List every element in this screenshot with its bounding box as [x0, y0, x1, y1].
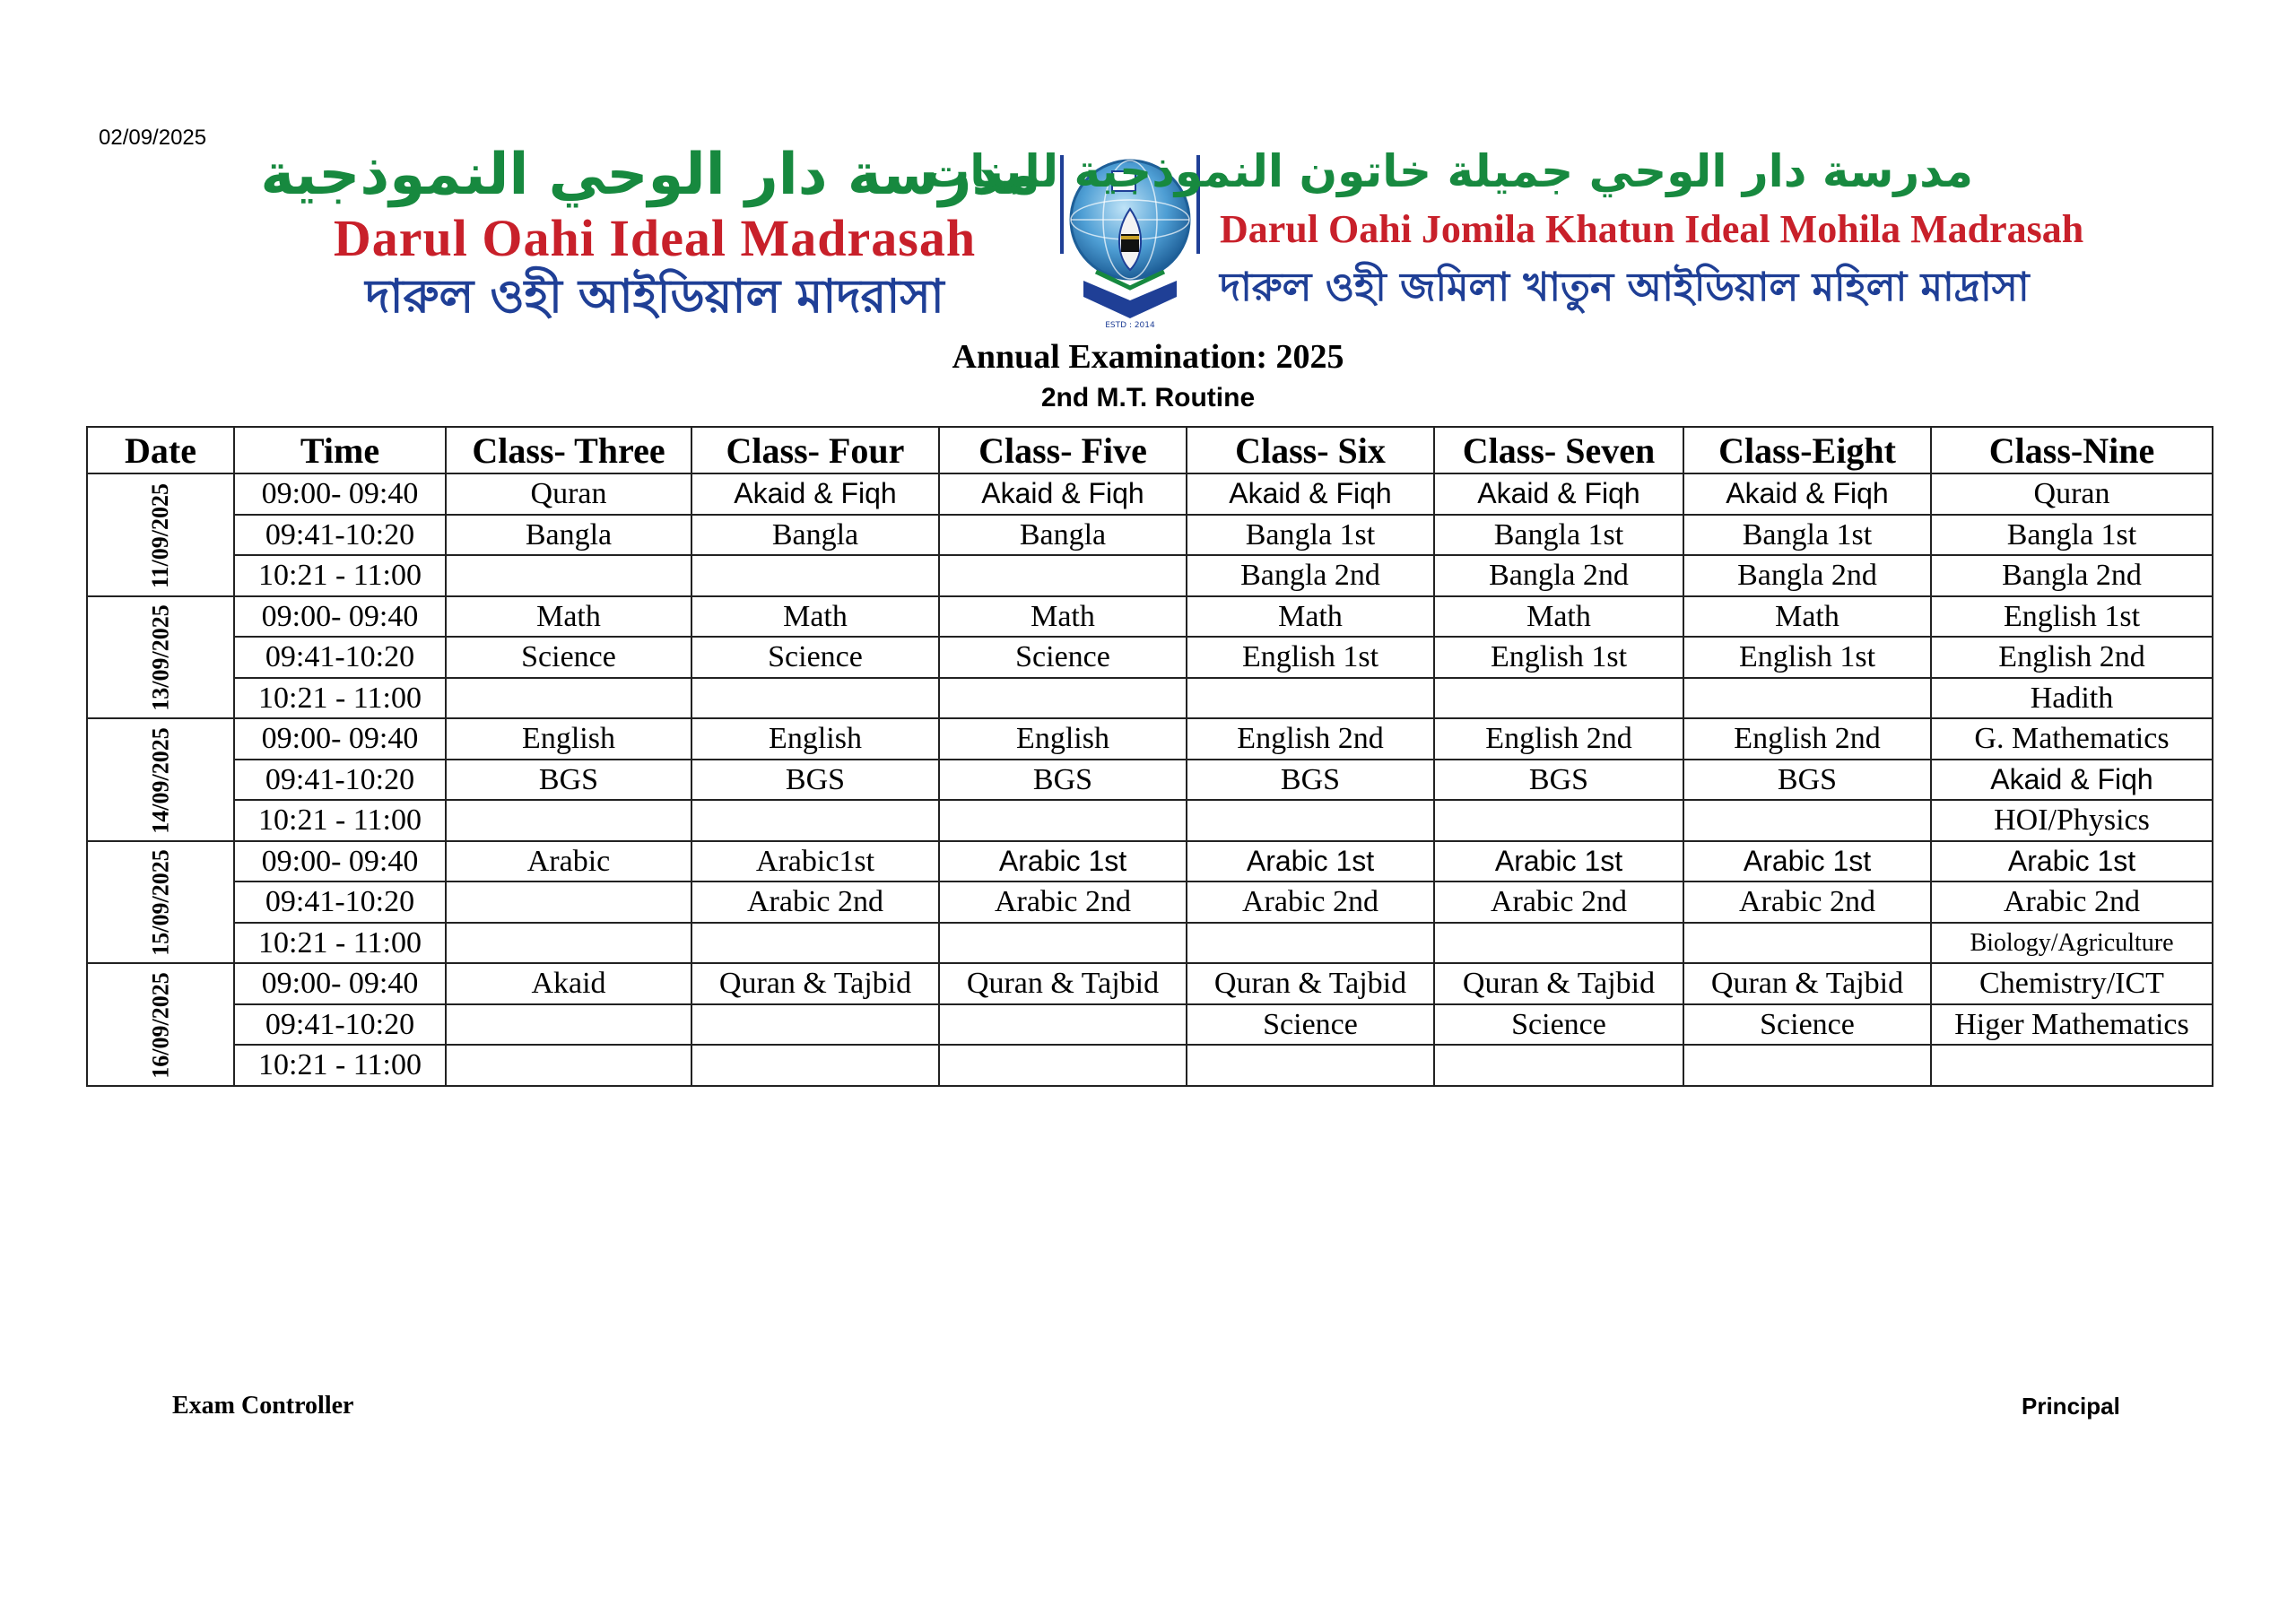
- madrasah-name-english: Darul Oahi Ideal Madrasah: [333, 209, 977, 267]
- exam-date: 14/09/2025: [147, 727, 174, 834]
- subject-cell: Quran & Tajbid: [1187, 963, 1434, 1004]
- exam-routine-table: [86, 426, 2213, 1087]
- routine-subtitle: 2nd M.T. Routine: [1040, 383, 1256, 413]
- exam-date-cell: [87, 596, 234, 719]
- subject-cell: Bangla 2nd: [1187, 555, 1434, 596]
- subject-cell: English 1st: [1187, 637, 1434, 678]
- mohila-madrasah-name-english: Darul Oahi Jomila Khatun Ideal Mohila Madrasah: [1220, 207, 2084, 251]
- table-row: [87, 637, 2213, 678]
- table-row: [87, 473, 2213, 515]
- subject-cell: [691, 555, 939, 596]
- time-slot-cell: 09:41-10:20: [234, 637, 446, 678]
- exam-date: 16/09/2025: [147, 972, 174, 1079]
- exam-date: 11/09/2025: [147, 482, 174, 588]
- subject-cell: Akaid & Fiqh: [691, 473, 939, 515]
- time-slot-cell: 10:21 - 11:00: [234, 1045, 446, 1086]
- subject-cell: Quran & Tajbid: [691, 963, 939, 1004]
- institution-header: [260, 139, 2084, 332]
- table-row: [87, 760, 2213, 801]
- subject-cell: Quran & Tajbid: [1683, 963, 1931, 1004]
- subject-cell: Math: [1187, 596, 1434, 638]
- subject-cell: Bangla 2nd: [1683, 555, 1931, 596]
- time-slot-cell: 10:21 - 11:00: [234, 555, 446, 596]
- table-body: [87, 473, 2213, 1086]
- subject-cell: [939, 1004, 1187, 1046]
- subject-cell: [939, 800, 1187, 841]
- subject-cell: Quran & Tajbid: [1434, 963, 1683, 1004]
- subject-cell: Bangla: [939, 515, 1187, 556]
- column-header: Class- Five: [939, 427, 1187, 473]
- subject-cell: BGS: [1683, 760, 1931, 801]
- mohila-madrasah-name-arabic: مدرسة دار الوحي جميلة خاتون النموذجية للبنات: [925, 145, 1973, 197]
- subject-cell: [691, 800, 939, 841]
- subject-cell: Akaid: [446, 963, 691, 1004]
- table-row: [87, 555, 2213, 596]
- time-slot-cell: 09:41-10:20: [234, 1004, 446, 1046]
- subject-cell: Quran: [1931, 473, 2213, 515]
- madrasah-name-arabic: مدرسة دار الوحي النموذجية: [260, 142, 1040, 208]
- subject-cell: Bangla: [691, 515, 939, 556]
- subject-cell: [1931, 1045, 2213, 1086]
- table-row: [87, 678, 2213, 719]
- table-row: [87, 963, 2213, 1004]
- column-header: Class- Four: [691, 427, 939, 473]
- subject-cell: Akaid & Fiqh: [939, 473, 1187, 515]
- time-slot-cell: 09:00- 09:40: [234, 963, 446, 1004]
- exam-date: 15/09/2025: [147, 849, 174, 956]
- subject-cell: Akaid & Fiqh: [1683, 473, 1931, 515]
- subject-cell: [1683, 1045, 1931, 1086]
- subject-cell: Akaid & Fiqh: [1931, 760, 2213, 801]
- exam-controller-signature: Exam Controller: [172, 1392, 354, 1420]
- subject-cell: BGS: [691, 760, 939, 801]
- table-row: [87, 923, 2213, 964]
- subject-cell: Arabic 2nd: [1683, 881, 1931, 923]
- subject-cell: [1187, 678, 1434, 719]
- subject-cell: [939, 923, 1187, 964]
- subject-cell: Science: [1683, 1004, 1931, 1046]
- time-slot-cell: 09:00- 09:40: [234, 596, 446, 638]
- subject-cell: English 2nd: [1931, 637, 2213, 678]
- subject-cell: [446, 1004, 691, 1046]
- subject-cell: [1434, 800, 1683, 841]
- subject-cell: Math: [939, 596, 1187, 638]
- subject-cell: [691, 1045, 939, 1086]
- subject-cell: Bangla 1st: [1931, 515, 2213, 556]
- subject-cell: Science: [939, 637, 1187, 678]
- subject-cell: [1187, 923, 1434, 964]
- subject-cell: Chemistry/ICT: [1931, 963, 2213, 1004]
- subject-cell: [1434, 1045, 1683, 1086]
- subject-cell: Higer Mathematics: [1931, 1004, 2213, 1046]
- subject-cell: English: [939, 718, 1187, 760]
- column-header: Class-Nine: [1931, 427, 2213, 473]
- subject-cell: [446, 678, 691, 719]
- subject-cell: Akaid & Fiqh: [1434, 473, 1683, 515]
- table-row: [87, 1045, 2213, 1086]
- subject-cell: Bangla 2nd: [1931, 555, 2213, 596]
- exam-title: Annual Examination: 2025: [952, 338, 1344, 376]
- subject-cell: English 2nd: [1434, 718, 1683, 760]
- subject-cell: Arabic 2nd: [939, 881, 1187, 923]
- table-header-row: [87, 427, 2213, 473]
- time-slot-cell: 10:21 - 11:00: [234, 923, 446, 964]
- subject-cell: Bangla 1st: [1434, 515, 1683, 556]
- time-slot-cell: 10:21 - 11:00: [234, 800, 446, 841]
- print-date: 02/09/2025: [99, 126, 207, 150]
- subject-cell: [939, 678, 1187, 719]
- subject-cell: Math: [1434, 596, 1683, 638]
- table-row: [87, 841, 2213, 882]
- subject-cell: Bangla 2nd: [1434, 555, 1683, 596]
- subject-cell: Math: [446, 596, 691, 638]
- time-slot-cell: 09:00- 09:40: [234, 473, 446, 515]
- time-slot-cell: 09:00- 09:40: [234, 718, 446, 760]
- subject-cell: [1187, 800, 1434, 841]
- exam-date-cell: [87, 963, 234, 1086]
- subject-cell: Hadith: [1931, 678, 2213, 719]
- table-row: [87, 515, 2213, 556]
- subject-cell: BGS: [1434, 760, 1683, 801]
- subject-cell: English 1st: [1434, 637, 1683, 678]
- column-header: Class- Six: [1187, 427, 1434, 473]
- subject-cell: English: [446, 718, 691, 760]
- subject-cell: English 2nd: [1187, 718, 1434, 760]
- subject-cell: Biology/Agriculture: [1931, 923, 2213, 964]
- subject-cell: [1434, 923, 1683, 964]
- table-row: [87, 718, 2213, 760]
- subject-cell: [446, 555, 691, 596]
- subject-cell: [939, 1045, 1187, 1086]
- subject-cell: Arabic1st: [691, 841, 939, 882]
- time-slot-cell: 10:21 - 11:00: [234, 678, 446, 719]
- subject-cell: [691, 923, 939, 964]
- subject-cell: Science: [1187, 1004, 1434, 1046]
- subject-cell: [446, 800, 691, 841]
- subject-cell: [446, 923, 691, 964]
- exam-date-cell: [87, 841, 234, 964]
- subject-cell: Arabic 2nd: [1434, 881, 1683, 923]
- subject-cell: Bangla: [446, 515, 691, 556]
- subject-cell: Quran: [446, 473, 691, 515]
- subject-cell: Science: [1434, 1004, 1683, 1046]
- subject-cell: [1683, 678, 1931, 719]
- subject-cell: [939, 555, 1187, 596]
- column-header: Date: [87, 427, 234, 473]
- subject-cell: Bangla 1st: [1683, 515, 1931, 556]
- column-header: Class- Seven: [1434, 427, 1683, 473]
- subject-cell: BGS: [446, 760, 691, 801]
- subject-cell: Arabic 1st: [1434, 841, 1683, 882]
- exam-date: 13/09/2025: [147, 604, 174, 711]
- time-slot-cell: 09:41-10:20: [234, 515, 446, 556]
- subject-cell: English 1st: [1683, 637, 1931, 678]
- subject-cell: Arabic 1st: [1931, 841, 2213, 882]
- subject-cell: English 2nd: [1683, 718, 1931, 760]
- subject-cell: [691, 1004, 939, 1046]
- subject-cell: HOI/Physics: [1931, 800, 2213, 841]
- subject-cell: Quran & Tajbid: [939, 963, 1187, 1004]
- subject-cell: English 1st: [1931, 596, 2213, 638]
- subject-cell: [691, 678, 939, 719]
- emblem-estd-text: ESTD : 2014: [1105, 321, 1155, 330]
- subject-cell: Math: [691, 596, 939, 638]
- subject-cell: Bangla 1st: [1187, 515, 1434, 556]
- subject-cell: Arabic 1st: [1187, 841, 1434, 882]
- mohila-madrasah-name-bangla: দারুল ওহী জমিলা খাতুন আইডিয়াল মহিলা মাদ্রাসা: [1220, 265, 2030, 310]
- subject-cell: Arabic 2nd: [1187, 881, 1434, 923]
- subject-cell: [446, 881, 691, 923]
- table-row: [87, 881, 2213, 923]
- subject-cell: Arabic 2nd: [691, 881, 939, 923]
- subject-cell: BGS: [939, 760, 1187, 801]
- subject-cell: Arabic 1st: [1683, 841, 1931, 882]
- time-slot-cell: 09:41-10:20: [234, 760, 446, 801]
- time-slot-cell: 09:00- 09:40: [234, 841, 446, 882]
- table-row: [87, 1004, 2213, 1046]
- table-row: [87, 800, 2213, 841]
- subject-cell: Math: [1683, 596, 1931, 638]
- column-header: Class-Eight: [1683, 427, 1931, 473]
- column-header: Class- Three: [446, 427, 691, 473]
- table-row: [87, 596, 2213, 638]
- subject-cell: Science: [691, 637, 939, 678]
- subject-cell: Arabic 1st: [939, 841, 1187, 882]
- subject-cell: Arabic: [446, 841, 691, 882]
- subject-cell: Arabic 2nd: [1931, 881, 2213, 923]
- exam-date-cell: [87, 473, 234, 596]
- subject-cell: [1187, 1045, 1434, 1086]
- exam-date-cell: [87, 718, 234, 841]
- subject-cell: BGS: [1187, 760, 1434, 801]
- subject-cell: [1683, 923, 1931, 964]
- time-slot-cell: 09:41-10:20: [234, 881, 446, 923]
- column-header: Time: [234, 427, 446, 473]
- subject-cell: English: [691, 718, 939, 760]
- subject-cell: [1434, 678, 1683, 719]
- principal-signature: Principal: [2022, 1393, 2120, 1420]
- subject-cell: [1683, 800, 1931, 841]
- subject-cell: [446, 1045, 691, 1086]
- subject-cell: Akaid & Fiqh: [1187, 473, 1434, 515]
- subject-cell: Science: [446, 637, 691, 678]
- madrasah-name-bangla: দারুল ওহী আইডিয়াল মাদরাসা: [365, 270, 944, 324]
- subject-cell: G. Mathematics: [1931, 718, 2213, 760]
